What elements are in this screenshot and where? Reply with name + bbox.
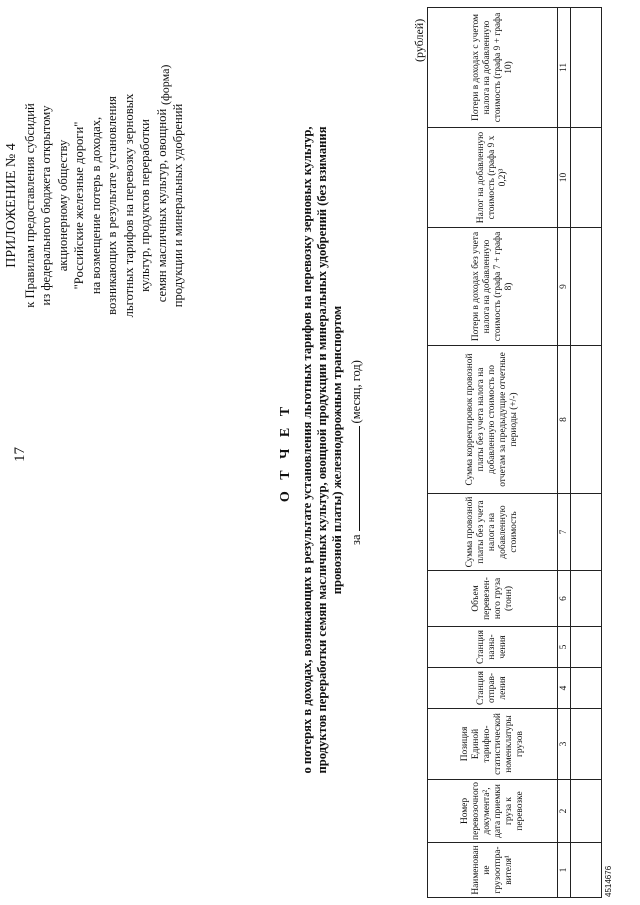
- column-header: Сумма корректировок провозной платы без учета налога на добавленную стоимость по отчетам за предыдущие отчетные периоды (+/-): [428, 346, 558, 494]
- form-label: (форма): [158, 64, 172, 105]
- table-cell: [571, 494, 602, 571]
- report-description-line: о потерях в доходах, возникающих в результате установления льготных тарифов на перевозку зерновых культур,: [300, 126, 314, 774]
- column-number: 10: [558, 128, 571, 228]
- column-header: Позиция Единой тарифно-статистической номенклатуры грузов: [428, 709, 558, 780]
- column-number-row: [558, 8, 571, 898]
- report-description-line: продуктов переработки семян масличных культур, овощной продукции и минеральных удобрений (без взимания: [315, 126, 329, 774]
- table-header-row: [428, 8, 558, 898]
- column-header: Налог на добавленную стоимость (графа 9 x 0,2)³: [428, 128, 558, 228]
- column-header: Объем перевезен-ного груза (тонн): [428, 571, 558, 627]
- column-number: 6: [558, 571, 571, 627]
- annex-line: на возмещение потерь в доходах,: [88, 116, 103, 295]
- annex-line: льготных тарифов на перевозку зерновых: [121, 93, 136, 318]
- table-cell: [571, 228, 602, 346]
- table-cell: [571, 668, 602, 709]
- table-cell: [571, 571, 602, 627]
- table-cell: [571, 843, 602, 898]
- page-number: 17: [12, 447, 28, 462]
- column-header: Станция назна-чения: [428, 627, 558, 668]
- annex-line: семян масличных культур, овощной: [154, 108, 169, 303]
- annex-line: возникающих в результате установления: [105, 96, 119, 315]
- column-header: Номер перевозочного документа², дата приемки груза к перевозке: [428, 780, 558, 843]
- column-header: Сумма провозной платы без учета налога на добавленную стоимость: [428, 494, 558, 571]
- document-id: 4514676: [604, 865, 613, 897]
- table-cell: [571, 8, 602, 128]
- column-number: 4: [558, 668, 571, 709]
- period-hint: (месяц, год): [349, 360, 363, 424]
- report-period: [349, 0, 364, 905]
- column-header: Станция отправ-ления: [428, 668, 558, 709]
- table-cell: [571, 709, 602, 780]
- report-title: О Т Ч Е Т: [278, 402, 293, 503]
- column-number: 2: [558, 780, 571, 843]
- table-empty-row: [571, 8, 602, 898]
- report-description: [300, 55, 345, 845]
- table-cell: [571, 128, 602, 228]
- annex-line: из федерального бюджета открытому: [39, 105, 53, 306]
- report-table: [427, 7, 602, 898]
- column-number: 1: [558, 843, 571, 898]
- report-description-line: провозной платы) железнодорожным транспортом: [330, 305, 344, 595]
- annex-line: к Правилам предоставления субсидий: [22, 103, 37, 308]
- column-number: 3: [558, 709, 571, 780]
- table-cell: [571, 346, 602, 494]
- column-number: 5: [558, 627, 571, 668]
- column-number: 8: [558, 346, 571, 494]
- period-blank-line: [359, 426, 360, 531]
- table-cell: [571, 627, 602, 668]
- column-header: Наименование грузоотпра-вителя¹: [428, 843, 558, 898]
- annex-title: ПРИЛОЖЕНИЕ № 4: [4, 143, 19, 268]
- column-header: Потери в доходах без учета налога на добавленную стоимость (графа 7 + графа 8): [428, 228, 558, 346]
- annex-line: "Российские железные дороги": [72, 121, 86, 290]
- column-header: Потери в доходах с учетом налога на добавленную стоимость (графа 9 + графа 10): [428, 8, 558, 128]
- annex-line: продукции и минеральных удобрений: [171, 103, 185, 308]
- table-cell: [571, 780, 602, 843]
- column-number: 11: [558, 8, 571, 128]
- period-prefix: за: [349, 534, 363, 545]
- units-label: (рублей): [412, 18, 426, 62]
- annex-line: акционерному обществу: [55, 139, 70, 272]
- column-number: 9: [558, 228, 571, 346]
- annex-line: культур, продуктов переработки: [138, 119, 152, 292]
- column-number: 7: [558, 494, 571, 571]
